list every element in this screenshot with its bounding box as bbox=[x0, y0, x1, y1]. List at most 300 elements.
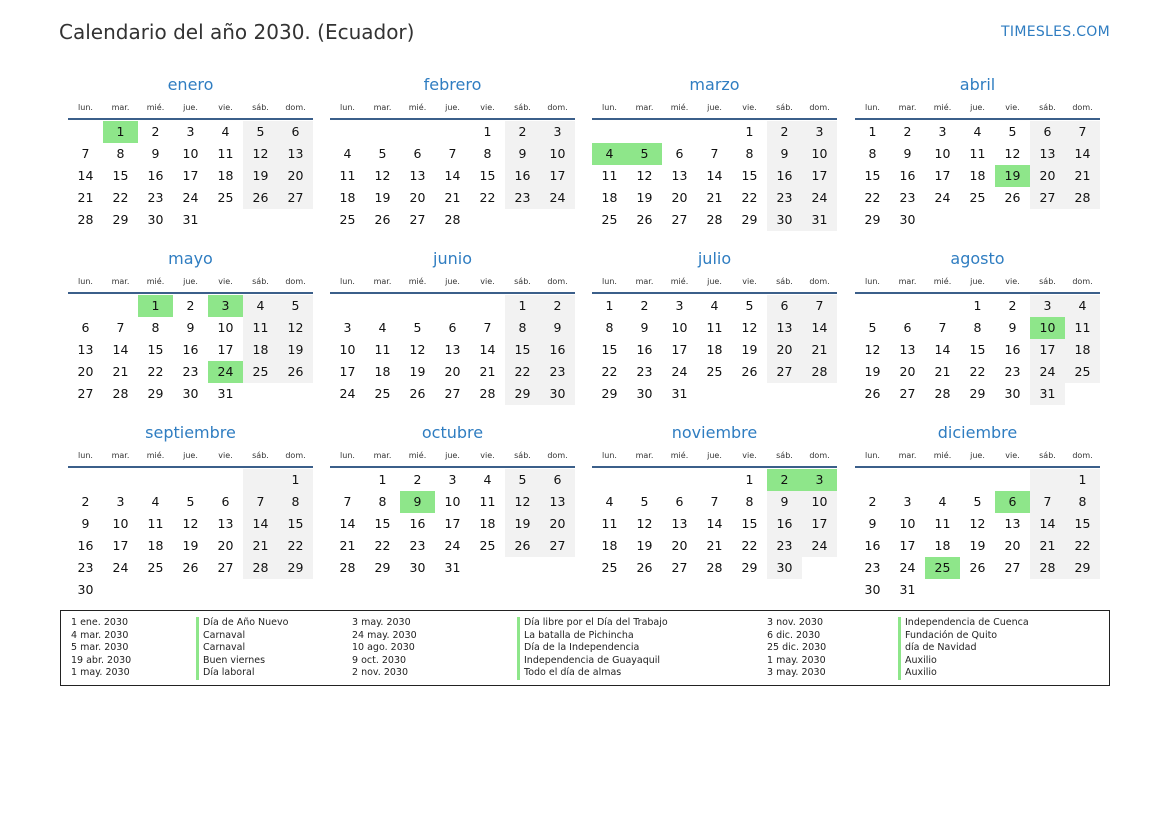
day-cell: 22 bbox=[601, 364, 618, 379]
day-cell: 5 bbox=[186, 494, 195, 509]
day-cell: 3 bbox=[1030, 295, 1065, 317]
day-cell: 18 bbox=[374, 364, 391, 379]
day-cell: 27 bbox=[444, 386, 461, 401]
day-cell: 22 bbox=[374, 538, 391, 553]
day-cell: 9 bbox=[505, 143, 540, 165]
holiday-date: 6 dic. 2030 bbox=[767, 629, 821, 641]
day-cell: 12 bbox=[182, 516, 199, 531]
day-cell: 17 bbox=[112, 538, 129, 553]
day-cell: 28 bbox=[339, 560, 356, 575]
holiday-date: 4 mar. 2030 bbox=[71, 629, 129, 641]
day-cell: 1 bbox=[278, 469, 313, 491]
day-cell: 8 bbox=[1065, 491, 1100, 513]
day-cell: 28 bbox=[479, 386, 496, 401]
empty-cell bbox=[68, 469, 103, 491]
weekday-label: sáb. bbox=[1039, 451, 1056, 460]
day-cell: 23 bbox=[182, 364, 199, 379]
holiday-date: 2 nov. 2030 bbox=[352, 667, 408, 678]
day-cell: 15 bbox=[147, 342, 164, 357]
day-cell: 15 bbox=[505, 339, 540, 361]
weekday-label: vie. bbox=[1005, 451, 1020, 460]
day-cell: 1 bbox=[483, 124, 492, 139]
day-cell: 18 bbox=[601, 190, 618, 205]
day-cell: 16 bbox=[1004, 342, 1021, 357]
day-grid bbox=[855, 469, 1100, 601]
day-cell: 12 bbox=[278, 317, 313, 339]
day-cell: 27 bbox=[899, 386, 916, 401]
weekday-label: mié. bbox=[146, 277, 165, 286]
holiday-date: 19 abr. 2030 bbox=[71, 654, 132, 666]
day-cell: 22 bbox=[112, 190, 129, 205]
day-cell: 11 bbox=[601, 168, 618, 183]
day-cell: 20 bbox=[444, 364, 461, 379]
weekday-label: lun. bbox=[340, 103, 355, 112]
day-cell: 21 bbox=[802, 339, 837, 361]
day-cell: 11 bbox=[969, 146, 986, 161]
day-cell: 21 bbox=[77, 190, 94, 205]
day-cell: 9 bbox=[151, 146, 160, 161]
day-cell: 7 bbox=[343, 494, 352, 509]
weekday-label: jue. bbox=[707, 277, 722, 286]
day-cell: 1 bbox=[1065, 469, 1100, 491]
day-cell: 14 bbox=[706, 516, 723, 531]
day-cell: 25 bbox=[479, 538, 496, 553]
day-cell: 29 bbox=[505, 383, 540, 405]
day-cell: 3 bbox=[448, 472, 457, 487]
day-cell: 6 bbox=[675, 494, 684, 509]
day-cell: 24 bbox=[339, 386, 356, 401]
day-cell: 30 bbox=[182, 386, 199, 401]
day-cell: 10 bbox=[112, 516, 129, 531]
empty-cell bbox=[68, 121, 103, 143]
day-cell: 17 bbox=[444, 516, 461, 531]
day-cell: 10 bbox=[540, 143, 575, 165]
holiday-day-cell: 1 bbox=[103, 121, 138, 143]
day-cell: 20 bbox=[767, 339, 802, 361]
empty-cell bbox=[330, 121, 365, 143]
holiday-name: día de Navidad bbox=[898, 642, 1029, 655]
day-cell: 28 bbox=[444, 212, 461, 227]
day-cell: 11 bbox=[1065, 317, 1100, 339]
day-cell: 25 bbox=[217, 190, 234, 205]
day-cell: 15 bbox=[112, 168, 129, 183]
day-cell: 20 bbox=[899, 364, 916, 379]
day-cell: 17 bbox=[934, 168, 951, 183]
day-cell: 4 bbox=[343, 146, 352, 161]
day-cell: 17 bbox=[802, 513, 837, 535]
day-cell: 20 bbox=[540, 513, 575, 535]
weekday-label: vie. bbox=[480, 103, 495, 112]
weekday-label: mié. bbox=[670, 277, 689, 286]
empty-cell bbox=[697, 469, 732, 491]
day-cell: 27 bbox=[671, 212, 688, 227]
day-cell: 2 bbox=[505, 121, 540, 143]
day-cell: 22 bbox=[969, 364, 986, 379]
day-cell: 14 bbox=[339, 516, 356, 531]
day-cell: 21 bbox=[112, 364, 129, 379]
day-cell: 25 bbox=[601, 560, 618, 575]
weekday-label: vie. bbox=[742, 277, 757, 286]
weekday-header bbox=[592, 272, 837, 294]
holiday-name: Independencia de Cuenca bbox=[898, 617, 1029, 630]
day-cell: 26 bbox=[636, 560, 653, 575]
day-cell: 7 bbox=[938, 320, 947, 335]
day-cell: 2 bbox=[151, 124, 160, 139]
day-cell: 21 bbox=[444, 190, 461, 205]
day-cell: 14 bbox=[479, 342, 496, 357]
day-cell: 18 bbox=[601, 538, 618, 553]
day-cell: 21 bbox=[934, 364, 951, 379]
day-cell: 24 bbox=[802, 187, 837, 209]
weekday-label: vie. bbox=[480, 277, 495, 286]
day-cell: 10 bbox=[444, 494, 461, 509]
day-cell: 8 bbox=[605, 320, 614, 335]
day-cell: 14 bbox=[1065, 143, 1100, 165]
day-cell: 13 bbox=[1030, 143, 1065, 165]
day-cell: 8 bbox=[151, 320, 160, 335]
holiday-name: Auxilio bbox=[898, 655, 1029, 668]
day-cell: 3 bbox=[540, 121, 575, 143]
day-cell: 3 bbox=[802, 121, 837, 143]
month-abril bbox=[855, 72, 1100, 231]
day-cell: 25 bbox=[374, 386, 391, 401]
empty-cell bbox=[365, 295, 400, 317]
empty-cell bbox=[400, 295, 435, 317]
day-cell: 16 bbox=[147, 168, 164, 183]
day-cell: 7 bbox=[116, 320, 125, 335]
day-cell: 25 bbox=[601, 212, 618, 227]
day-cell: 18 bbox=[1065, 339, 1100, 361]
day-cell: 18 bbox=[934, 538, 951, 553]
day-cell: 29 bbox=[864, 212, 881, 227]
empty-cell bbox=[68, 295, 103, 317]
holiday-name: La batalla de Pichincha bbox=[517, 630, 668, 643]
day-cell: 2 bbox=[413, 472, 422, 487]
day-grid bbox=[68, 121, 313, 231]
day-cell: 4 bbox=[151, 494, 160, 509]
holiday-name: Auxilio bbox=[898, 667, 1029, 680]
day-cell: 20 bbox=[671, 538, 688, 553]
day-cell: 23 bbox=[505, 187, 540, 209]
empty-cell bbox=[330, 295, 365, 317]
day-cell: 2 bbox=[767, 121, 802, 143]
empty-cell bbox=[890, 469, 925, 491]
day-cell: 23 bbox=[147, 190, 164, 205]
day-grid bbox=[68, 295, 313, 405]
day-cell: 8 bbox=[868, 146, 877, 161]
day-cell: 27 bbox=[217, 560, 234, 575]
day-cell: 29 bbox=[1065, 557, 1100, 579]
weekday-label: mar. bbox=[111, 277, 130, 286]
weekday-label: lun. bbox=[602, 103, 617, 112]
day-cell: 13 bbox=[671, 516, 688, 531]
holiday-name: Día laboral bbox=[196, 667, 288, 680]
legend-date-column bbox=[71, 617, 131, 680]
holiday-day-cell: 19 bbox=[995, 165, 1030, 187]
day-cell: 6 bbox=[221, 494, 230, 509]
weekday-header bbox=[68, 272, 313, 294]
day-cell: 4 bbox=[710, 298, 719, 313]
day-cell: 1 bbox=[973, 298, 982, 313]
day-cell: 28 bbox=[706, 560, 723, 575]
empty-cell bbox=[592, 469, 627, 491]
day-cell: 30 bbox=[77, 582, 94, 597]
holiday-date: 1 ene. 2030 bbox=[71, 617, 128, 628]
holiday-name: Buen viernes bbox=[196, 655, 288, 668]
day-cell: 4 bbox=[221, 124, 230, 139]
day-cell: 30 bbox=[636, 386, 653, 401]
empty-cell bbox=[925, 295, 960, 317]
weekday-label: mié. bbox=[408, 277, 427, 286]
weekday-label: sáb. bbox=[776, 103, 793, 112]
weekday-label: dom. bbox=[547, 103, 568, 112]
day-cell: 18 bbox=[217, 168, 234, 183]
weekday-label: mié. bbox=[933, 103, 952, 112]
day-cell: 27 bbox=[278, 187, 313, 209]
weekday-label: mié. bbox=[408, 451, 427, 460]
weekday-label: sáb. bbox=[252, 277, 269, 286]
day-cell: 7 bbox=[448, 146, 457, 161]
holiday-date: 3 may. 2030 bbox=[767, 667, 826, 678]
day-cell: 15 bbox=[479, 168, 496, 183]
day-cell: 12 bbox=[864, 342, 881, 357]
day-cell: 7 bbox=[1065, 121, 1100, 143]
weekday-header bbox=[330, 446, 575, 468]
weekday-label: mié. bbox=[933, 451, 952, 460]
weekday-label: mar. bbox=[111, 451, 130, 460]
weekday-label: mié. bbox=[146, 451, 165, 460]
legend-name-column bbox=[898, 617, 1029, 680]
weekday-label: lun. bbox=[78, 451, 93, 460]
day-cell: 24 bbox=[899, 560, 916, 575]
weekday-label: dom. bbox=[547, 277, 568, 286]
day-cell: 7 bbox=[710, 146, 719, 161]
day-cell: 11 bbox=[934, 516, 951, 531]
day-cell: 15 bbox=[1065, 513, 1100, 535]
day-cell: 9 bbox=[868, 516, 877, 531]
day-cell: 12 bbox=[1004, 146, 1021, 161]
day-cell: 27 bbox=[540, 535, 575, 557]
day-cell: 3 bbox=[116, 494, 125, 509]
day-cell: 12 bbox=[741, 320, 758, 335]
holiday-day-cell: 2 bbox=[767, 469, 802, 491]
day-cell: 14 bbox=[934, 342, 951, 357]
weekday-header bbox=[68, 98, 313, 120]
weekday-label: mié. bbox=[408, 103, 427, 112]
day-cell: 14 bbox=[802, 317, 837, 339]
day-cell: 6 bbox=[1030, 121, 1065, 143]
day-cell: 17 bbox=[217, 342, 234, 357]
day-cell: 8 bbox=[378, 494, 387, 509]
day-cell: 31 bbox=[182, 212, 199, 227]
day-cell: 17 bbox=[1030, 339, 1065, 361]
day-cell: 8 bbox=[973, 320, 982, 335]
day-cell: 11 bbox=[243, 317, 278, 339]
day-cell: 1 bbox=[868, 124, 877, 139]
day-cell: 22 bbox=[147, 364, 164, 379]
day-cell: 9 bbox=[186, 320, 195, 335]
holiday-date: 1 may. 2030 bbox=[767, 654, 826, 666]
holiday-date: 9 oct. 2030 bbox=[352, 654, 407, 666]
weekday-label: jue. bbox=[445, 103, 460, 112]
month-name: febrero bbox=[423, 75, 482, 94]
weekday-label: lun. bbox=[602, 451, 617, 460]
holiday-day-cell: 4 bbox=[592, 143, 627, 165]
weekday-label: dom. bbox=[1072, 277, 1093, 286]
month-name: octubre bbox=[421, 423, 484, 442]
day-cell: 16 bbox=[767, 165, 802, 187]
day-grid bbox=[330, 121, 575, 231]
day-cell: 6 bbox=[81, 320, 90, 335]
day-cell: 16 bbox=[540, 339, 575, 361]
holiday-date: 5 mar. 2030 bbox=[71, 642, 129, 653]
day-cell: 3 bbox=[675, 298, 684, 313]
legend-date-column bbox=[352, 617, 417, 680]
day-cell: 16 bbox=[636, 342, 653, 357]
month-junio bbox=[330, 246, 575, 405]
day-cell: 13 bbox=[899, 342, 916, 357]
day-cell: 2 bbox=[540, 295, 575, 317]
day-cell: 22 bbox=[278, 535, 313, 557]
day-cell: 31 bbox=[671, 386, 688, 401]
day-cell: 16 bbox=[505, 165, 540, 187]
day-cell: 4 bbox=[483, 472, 492, 487]
month-name: septiembre bbox=[145, 423, 236, 442]
day-cell: 26 bbox=[1004, 190, 1021, 205]
empty-cell bbox=[855, 295, 890, 317]
day-cell: 30 bbox=[899, 212, 916, 227]
day-cell: 5 bbox=[378, 146, 387, 161]
holiday-day-cell: 6 bbox=[995, 491, 1030, 513]
weekday-label: sáb. bbox=[776, 451, 793, 460]
day-cell: 23 bbox=[767, 187, 802, 209]
day-cell: 14 bbox=[112, 342, 129, 357]
weekday-label: jue. bbox=[707, 451, 722, 460]
holiday-name: Todo el día de almas bbox=[517, 667, 668, 680]
day-cell: 5 bbox=[505, 469, 540, 491]
day-cell: 8 bbox=[278, 491, 313, 513]
empty-cell bbox=[662, 469, 697, 491]
weekday-header bbox=[855, 446, 1100, 468]
holiday-name: Día de la Independencia bbox=[517, 642, 668, 655]
weekday-label: dom. bbox=[285, 277, 306, 286]
weekday-label: mar. bbox=[635, 451, 654, 460]
day-cell: 2 bbox=[868, 494, 877, 509]
day-cell: 28 bbox=[112, 386, 129, 401]
weekday-label: mar. bbox=[373, 451, 392, 460]
day-cell: 27 bbox=[1004, 560, 1021, 575]
weekday-label: sáb. bbox=[252, 451, 269, 460]
day-cell: 5 bbox=[243, 121, 278, 143]
day-cell: 26 bbox=[505, 535, 540, 557]
day-cell: 17 bbox=[671, 342, 688, 357]
day-cell: 20 bbox=[77, 364, 94, 379]
day-cell: 29 bbox=[741, 212, 758, 227]
day-cell: 22 bbox=[1065, 535, 1100, 557]
day-cell: 30 bbox=[767, 557, 802, 579]
weekday-label: jue. bbox=[445, 277, 460, 286]
day-cell: 4 bbox=[1065, 295, 1100, 317]
day-cell: 21 bbox=[479, 364, 496, 379]
day-cell: 17 bbox=[899, 538, 916, 553]
day-cell: 19 bbox=[182, 538, 199, 553]
holiday-day-cell: 25 bbox=[925, 557, 960, 579]
day-cell: 19 bbox=[636, 190, 653, 205]
empty-cell bbox=[960, 469, 995, 491]
day-cell: 10 bbox=[934, 146, 951, 161]
day-cell: 12 bbox=[969, 516, 986, 531]
day-cell: 9 bbox=[81, 516, 90, 531]
day-grid bbox=[855, 121, 1100, 231]
empty-cell bbox=[855, 469, 890, 491]
weekday-label: jue. bbox=[183, 103, 198, 112]
brand-link[interactable]: TIMESLES.COM bbox=[1001, 24, 1110, 40]
weekday-label: jue. bbox=[183, 451, 198, 460]
day-cell: 24 bbox=[934, 190, 951, 205]
day-cell: 9 bbox=[640, 320, 649, 335]
day-cell: 13 bbox=[217, 516, 234, 531]
weekday-label: sáb. bbox=[514, 277, 531, 286]
day-cell: 28 bbox=[802, 361, 837, 383]
holiday-name: Carnaval bbox=[196, 630, 288, 643]
day-cell: 28 bbox=[934, 386, 951, 401]
empty-cell bbox=[995, 469, 1030, 491]
day-cell: 4 bbox=[378, 320, 387, 335]
month-name: julio bbox=[697, 249, 732, 268]
day-cell: 16 bbox=[767, 513, 802, 535]
day-cell: 21 bbox=[1030, 535, 1065, 557]
weekday-header bbox=[592, 446, 837, 468]
day-cell: 28 bbox=[1065, 187, 1100, 209]
month-name: mayo bbox=[168, 249, 213, 268]
day-cell: 3 bbox=[186, 124, 195, 139]
day-cell: 23 bbox=[767, 535, 802, 557]
day-cell: 13 bbox=[540, 491, 575, 513]
holiday-date: 25 dic. 2030 bbox=[767, 642, 827, 653]
day-cell: 14 bbox=[444, 168, 461, 183]
day-cell: 19 bbox=[374, 190, 391, 205]
weekday-label: mié. bbox=[670, 103, 689, 112]
day-cell: 26 bbox=[243, 187, 278, 209]
day-cell: 23 bbox=[540, 361, 575, 383]
day-cell: 1 bbox=[505, 295, 540, 317]
day-cell: 24 bbox=[1030, 361, 1065, 383]
weekday-label: jue. bbox=[970, 451, 985, 460]
holiday-day-cell: 24 bbox=[208, 361, 243, 383]
day-cell: 21 bbox=[706, 538, 723, 553]
day-cell: 25 bbox=[1065, 361, 1100, 383]
day-cell: 25 bbox=[339, 212, 356, 227]
holiday-date: 1 may. 2030 bbox=[71, 667, 130, 678]
weekday-label: lun. bbox=[865, 277, 880, 286]
weekday-label: mar. bbox=[898, 277, 917, 286]
day-cell: 26 bbox=[636, 212, 653, 227]
day-cell: 24 bbox=[802, 535, 837, 557]
day-cell: 5 bbox=[745, 298, 754, 313]
day-cell: 20 bbox=[409, 190, 426, 205]
weekday-label: vie. bbox=[1005, 103, 1020, 112]
month-name: junio bbox=[433, 249, 472, 268]
empty-cell bbox=[470, 295, 505, 317]
day-cell: 18 bbox=[147, 538, 164, 553]
weekday-label: vie. bbox=[218, 277, 233, 286]
day-cell: 8 bbox=[505, 317, 540, 339]
holiday-date: 3 nov. 2030 bbox=[767, 617, 823, 628]
day-cell: 1 bbox=[378, 472, 387, 487]
day-grid bbox=[855, 295, 1100, 405]
day-cell: 7 bbox=[243, 491, 278, 513]
day-cell: 20 bbox=[1004, 538, 1021, 553]
